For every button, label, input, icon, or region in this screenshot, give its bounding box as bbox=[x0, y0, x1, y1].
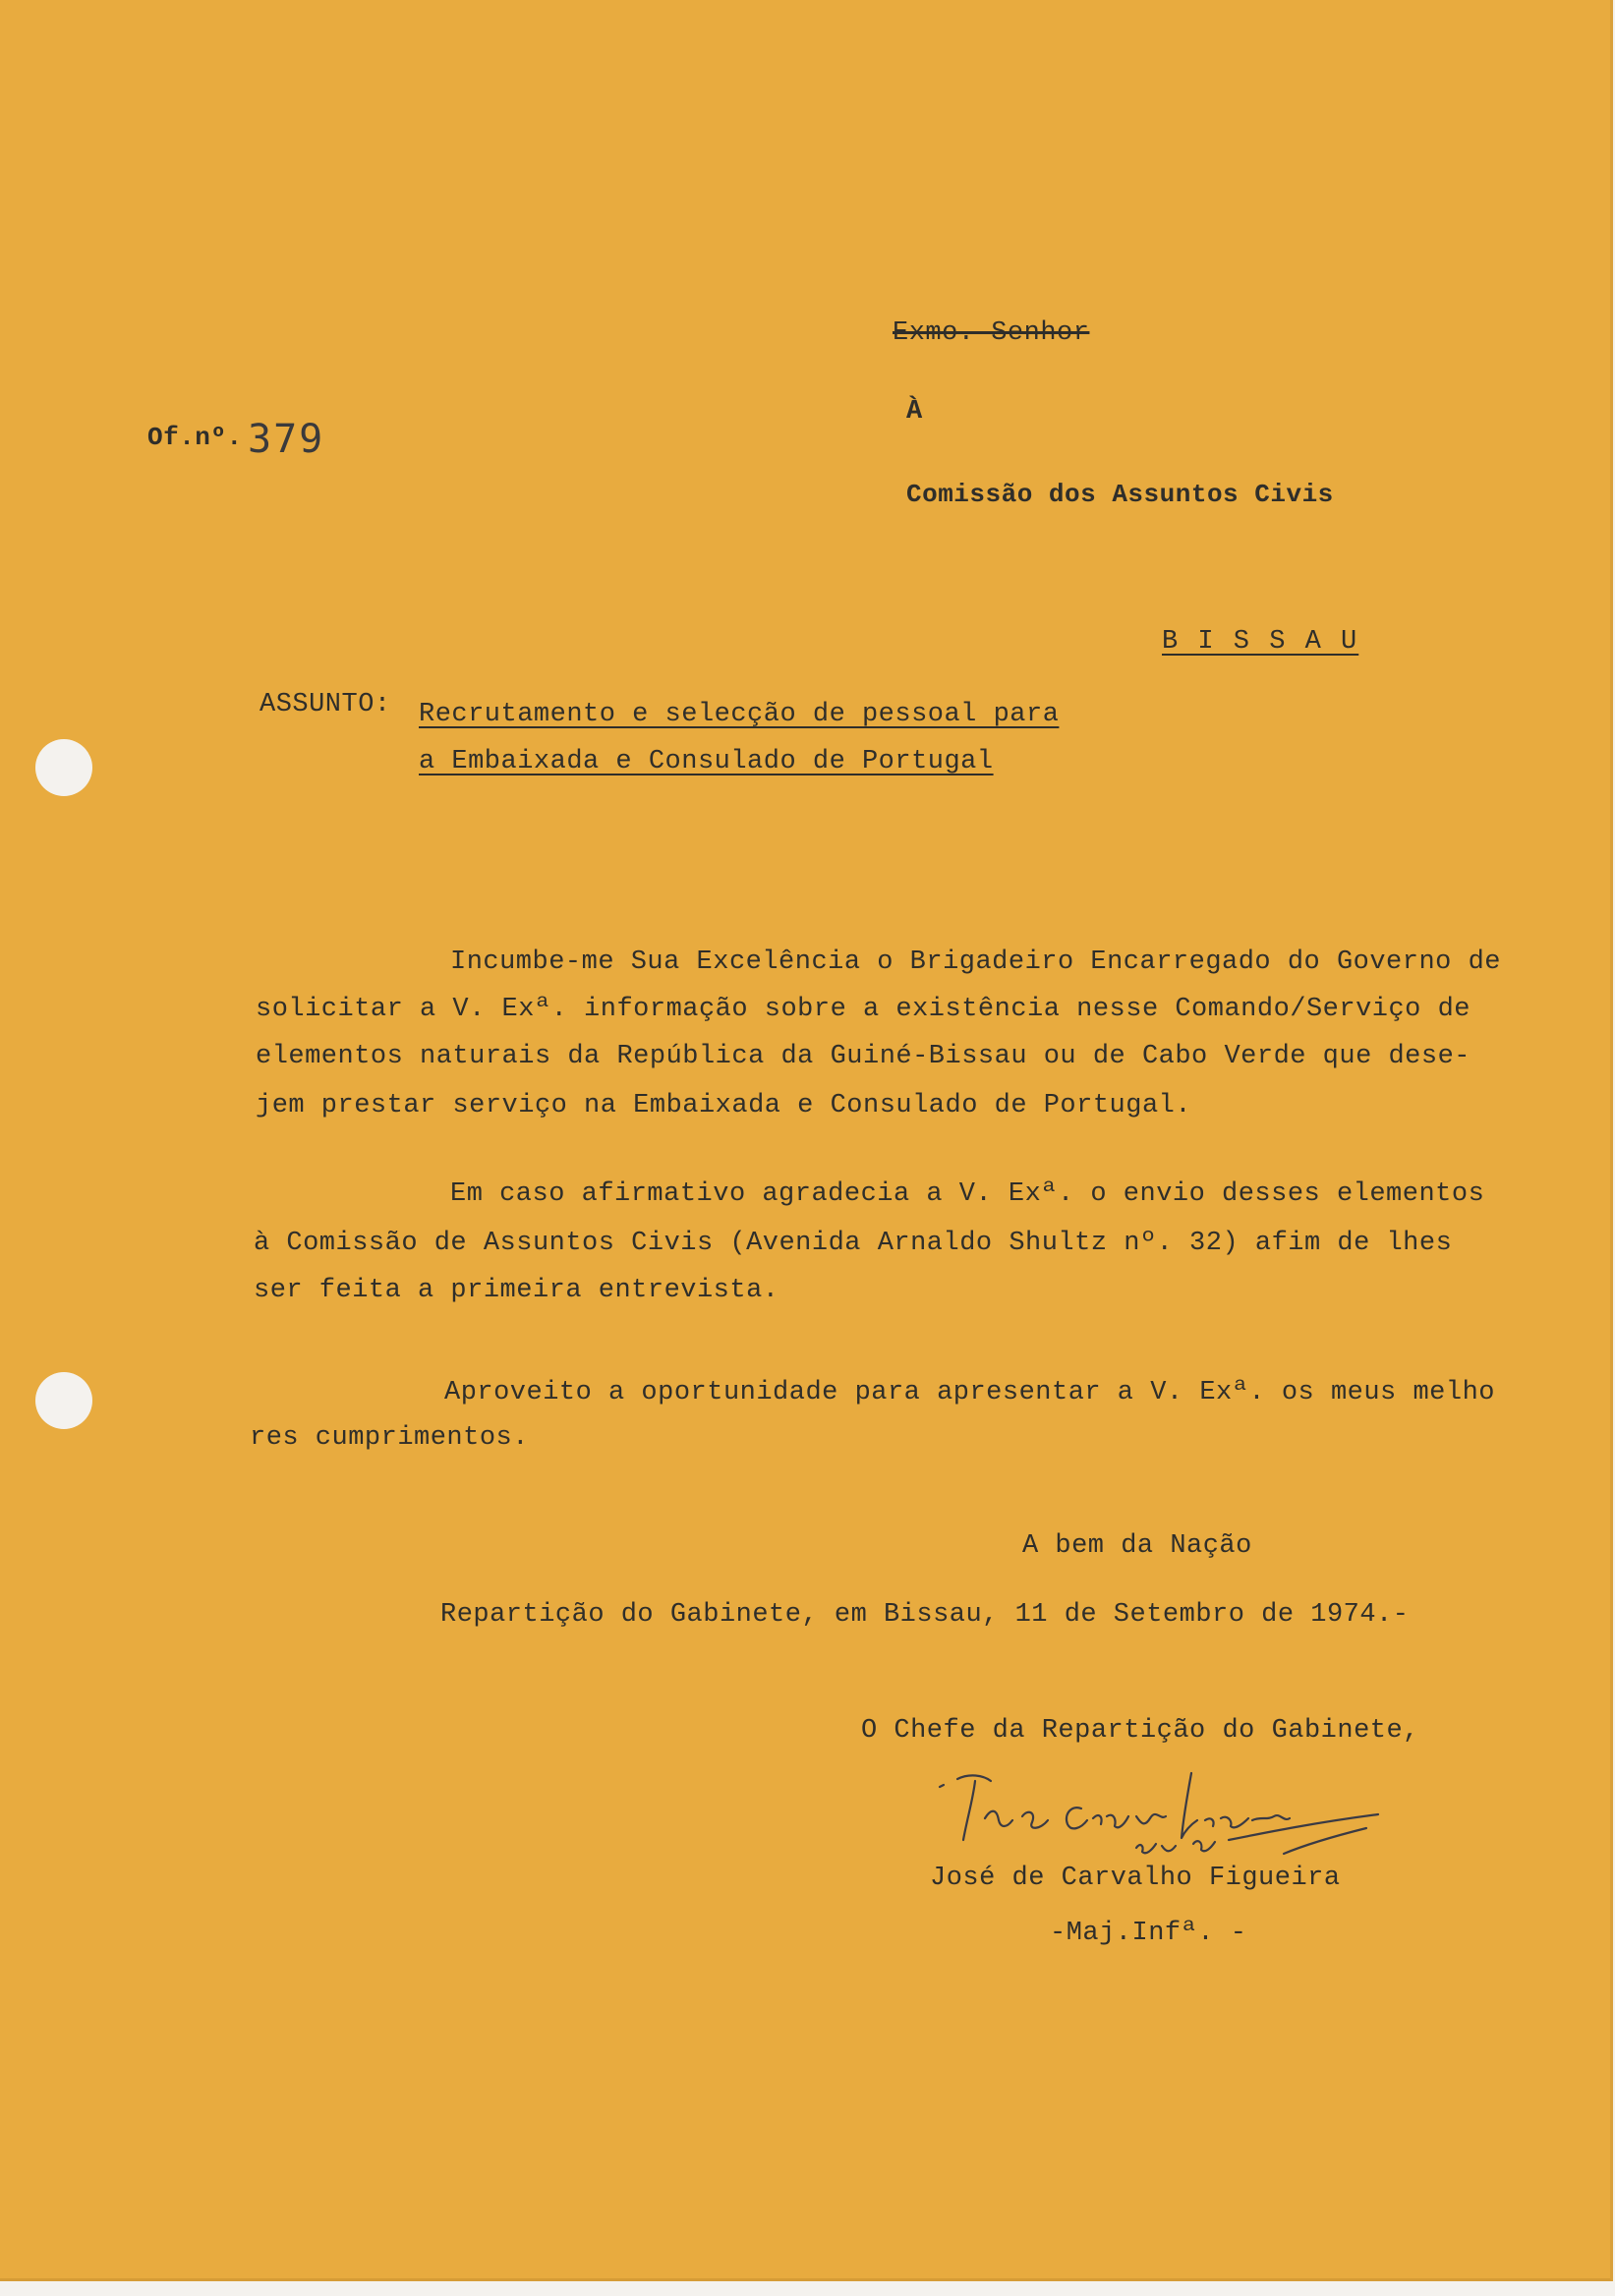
p1-line-4: jem prestar serviço na Embaixada e Consulado de Portugal. bbox=[256, 1091, 1192, 1120]
p2-line-1: Em caso afirmativo agradecia a V. Exª. o envio desses elementos bbox=[450, 1179, 1485, 1209]
subject-line-2: a Embaixada e Consulado de Portugal bbox=[419, 747, 994, 776]
addressee: Comissão dos Assuntos Civis bbox=[906, 480, 1334, 509]
subject-label: ASSUNTO: bbox=[260, 690, 391, 719]
place-date: Repartição do Gabinete, em Bissau, 11 de Setembro de 1974.- bbox=[440, 1600, 1410, 1630]
motto: A bem da Nação bbox=[1022, 1531, 1252, 1561]
subject-line-1: Recrutamento e selecção de pessoal para bbox=[419, 700, 1060, 729]
signatory-name: José de Carvalho Figueira bbox=[930, 1864, 1341, 1893]
p2-line-3: ser feita a primeira entrevista. bbox=[254, 1276, 779, 1305]
reference-label: Of.nº. bbox=[147, 423, 243, 452]
reference-number: 379 bbox=[248, 417, 325, 462]
p2-line-2: à Comissão de Assuntos Civis (Avenida Arnaldo Shultz nº. 32) afim de lhes bbox=[254, 1229, 1453, 1258]
handwritten-signature bbox=[934, 1759, 1386, 1877]
signatory-rank: -Maj.Infª. - bbox=[1050, 1919, 1247, 1948]
addressee-salutation-struck: Exmo. Senhor bbox=[893, 318, 1090, 348]
addressee-to: À bbox=[906, 397, 923, 427]
punch-hole-bottom bbox=[35, 1372, 92, 1429]
signer-role: O Chefe da Repartição do Gabinete, bbox=[861, 1716, 1419, 1746]
p3-line-1: Aproveito a oportunidade para apresentar a V. Exª. os meus melho bbox=[444, 1378, 1495, 1407]
p1-line-1: Incumbe-me Sua Excelência o Brigadeiro Encarregado do Governo de bbox=[450, 947, 1501, 977]
p3-line-2: res cumprimentos. bbox=[250, 1423, 529, 1453]
p1-line-2: solicitar a V. Exª. informação sobre a existência nesse Comando/Serviço de bbox=[256, 995, 1471, 1024]
city: B I S S A U bbox=[1162, 627, 1359, 657]
p1-line-3: elementos naturais da República da Guiné-Bissau ou de Cabo Verde que dese- bbox=[256, 1042, 1471, 1071]
punch-hole-top bbox=[35, 739, 92, 796]
